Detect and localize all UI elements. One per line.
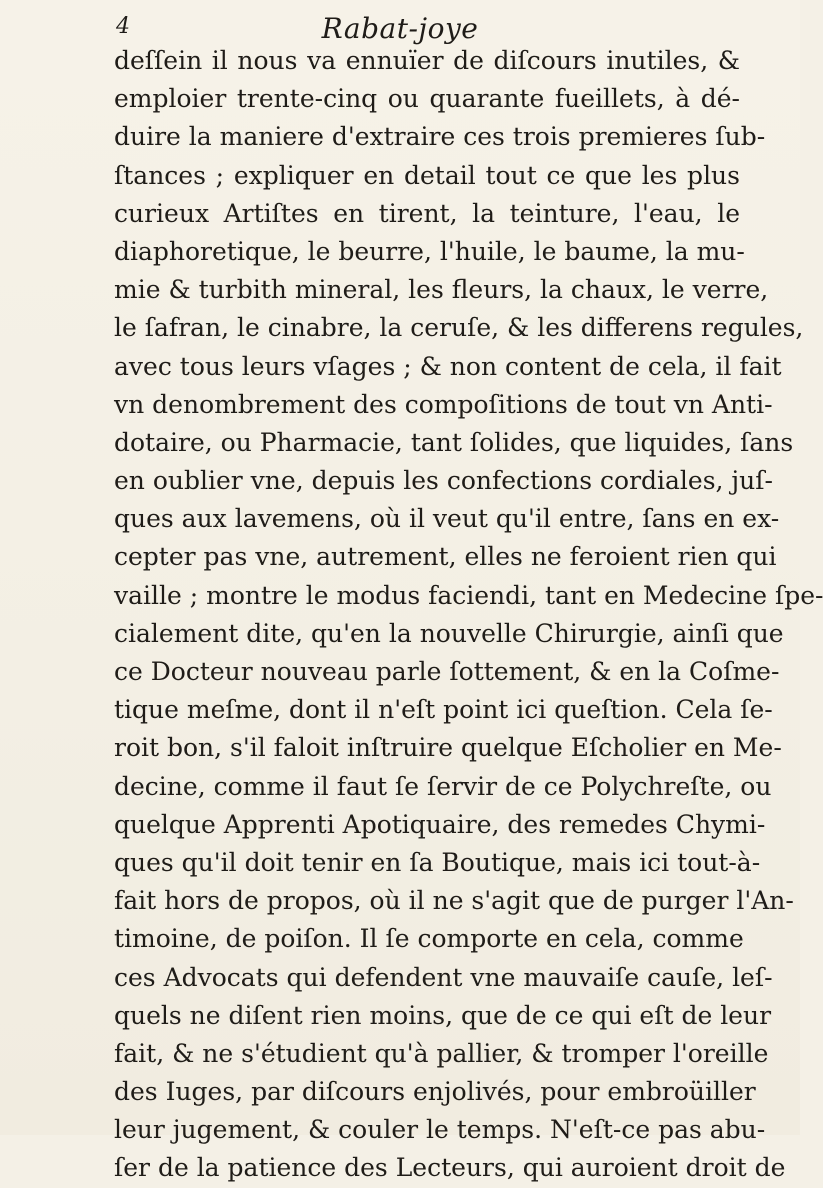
page-number: 4 [116, 14, 130, 39]
text-line: en oublier vne, depuis les confections cordiales, juſ- [114, 466, 773, 496]
text-line: leur jugement, & couler le temps. N'eſt-ce pas abu- [114, 1115, 766, 1145]
text-line: ces Advocats qui defendent vne mauvaiſe cauſe, leſ- [114, 962, 773, 992]
text-line: duire la maniere d'extraire ces trois premieres ſub- [114, 122, 766, 152]
text-line: le ſafran, le cinabre, la ceruſe, & les differens regules, [114, 313, 804, 343]
text-line: vaille ; montre le modus faciendi, tant en Medecine ſpe- [114, 580, 823, 610]
running-title: Rabat-joye [321, 12, 479, 45]
text-line: fait hors de propos, où il ne s'agit que de purger l'An- [114, 886, 794, 916]
text-line: quelque Apprenti Apotiquaire, des remedes Chymi- [114, 809, 766, 839]
text-line: quels ne diſent rien moins, que de ce qui eſt de leur [114, 1000, 772, 1030]
text-line: vn denombrement des compoſitions de tout vn Anti- [114, 389, 773, 419]
text-line: dotaire, ou Pharmacie, tant ſolides, que liquides, ſans [114, 427, 794, 457]
text-line: ques qu'il doit tenir en ſa Boutique, mais ici tout-à- [114, 847, 761, 877]
text-line: decine, comme il faut ſe ſervir de ce Polychreſte, ou [114, 771, 772, 801]
text-line: mie & turbith mineral, les fleurs, la chaux, le verre, [114, 275, 769, 305]
body-text [114, 42, 823, 1188]
text-line: curieux Artiſtes en tirent, la teinture, l'eau, le [114, 198, 740, 228]
text-line: cialement dite, qu'en la nouvelle Chirurgie, ainſi que [114, 618, 784, 648]
text-line: ſer de la patience des Lecteurs, qui auroient droit de [114, 1153, 786, 1183]
text-line: diaphoretique, le beurre, l'huile, le baume, la mu- [114, 236, 745, 266]
text-line: avec tous leurs vſages ; & non content de cela, il fait [114, 351, 782, 381]
text-line: deſſein il nous va ennuïer de diſcours inutiles, & [114, 46, 740, 75]
text-line: timoine, de poiſon. Il ſe comporte en cela, comme [114, 924, 744, 954]
text-line: emploier trente-cinq ou quarante fueillets, à dé- [114, 84, 740, 114]
text-line: tique meſme, dont il n'eſt point ici queſtion. Cela ſe- [114, 695, 773, 725]
text-line: fait, & ne s'étudient qu'à pallier, & tromper l'oreille [114, 1038, 769, 1068]
text-line: ſtances ; expliquer en detail tout ce que les plus [114, 160, 740, 190]
text-line: ce Docteur nouveau parle ſottement, & en la Coſme- [114, 657, 780, 686]
text-line: roit bon, s'il faloit inſtruire quelque Eſcholier en Me- [114, 733, 782, 763]
text-line: ques aux lavemens, où il veut qu'il entre, ſans en ex- [114, 504, 780, 534]
text-line: des Iuges, par diſcours enjolivés, pour embroüiller [114, 1077, 756, 1107]
text-line: cepter pas vne, autrement, elles ne feroient rien qui [114, 542, 777, 572]
